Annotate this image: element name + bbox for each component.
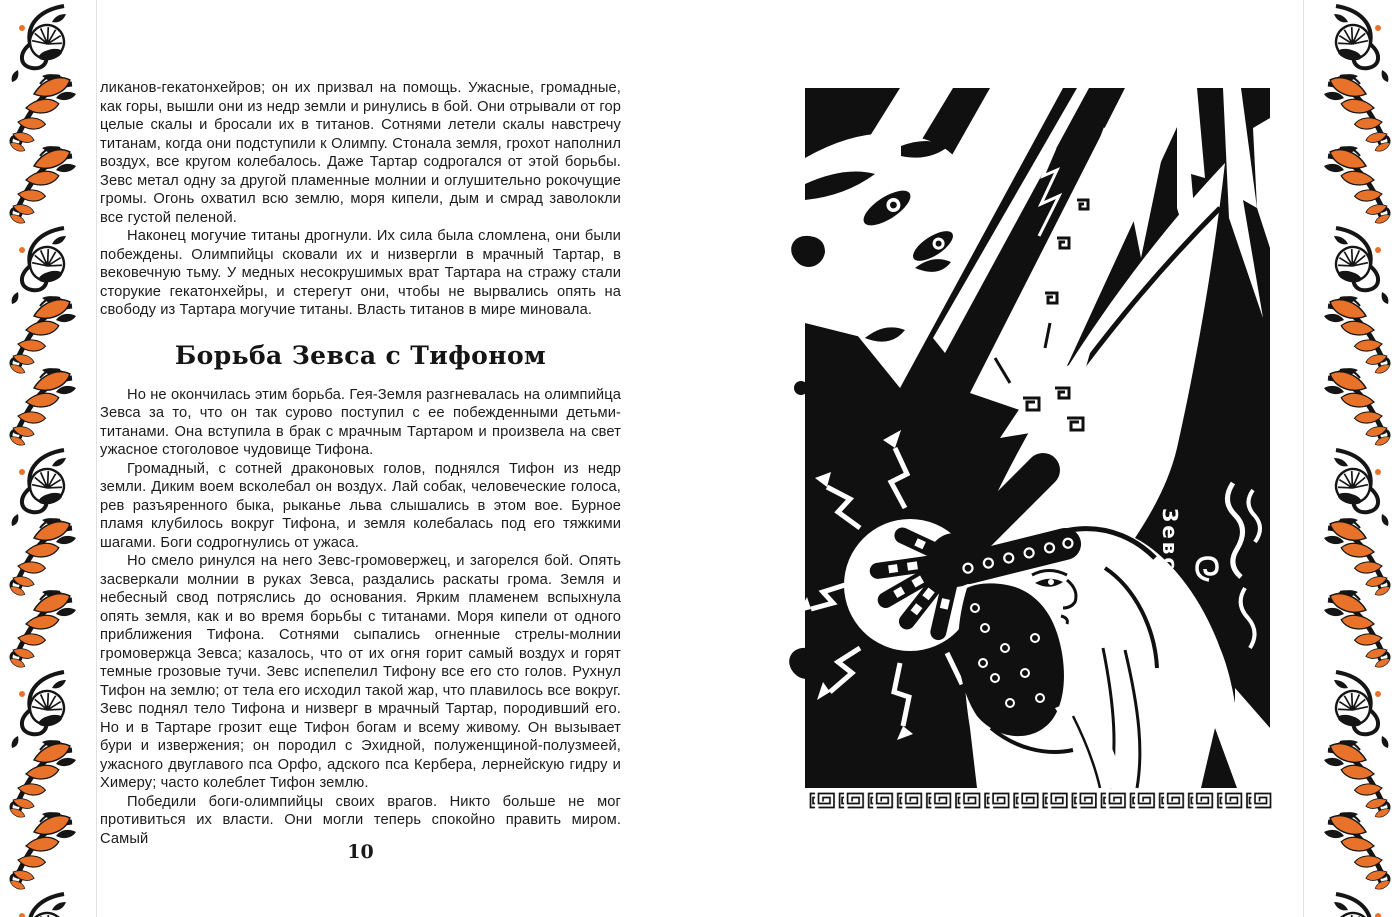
left-ornament-border: [0, 0, 80, 917]
body-paragraph: Победили боги-олимпийцы своих врагов. Никто больше не мог противиться их власти. Они могли теперь спокойно править миром. Самый: [100, 793, 621, 847]
body-paragraph: Но не окончилась этим борьба. Гея-Земля разгневалась на олимпийца Зевса за то, что он так сурово поступил с ее побежденными детьми-титанами. Она вступила в брак с мрачным Тартаром и произвела на свет ужасное стоголовое чудовище Тифона.: [100, 386, 621, 458]
left-page-text-column: [100, 79, 621, 848]
body-paragraph: ликанов-гекатонхейров; он их призвал на помощь. Ужасные, громадные, как горы, вышли они из недр земли и ринулись в бой. Они отрывали от гор целые скалы и бросали их в титанов. Сотнями летели скалы навстречу титанам, когда они подступили к Олимпу. Стонала земля, грохот наполнил воздух, все кругом колебалось. Даже Тартар содрогался от этой борьбы. Зевс метал одну за другой пламенные молнии и оглушительно рокочущие громы. Огонь охватил всю землю, моря кипели, дым и смрад заволокли все густой пеленой.: [100, 80, 621, 226]
body-paragraph: Громадный, с сотней драконовых голов, поднялся Тифон из недр земли. Диким воем всколебал он воздух. Лай собак, человеческие голоса, рев разъяренного быка, рыканье льва слышались в этом вое. Бурное пламя клубилось вокруг Тифона, и земля колебалась под его тяжкими шагами. Боги содрогнулись от ужаса.: [100, 460, 621, 551]
zeus-illustration: [805, 88, 1270, 815]
zeus-label: Зевс: [1158, 508, 1182, 573]
right-ornament-border: [1320, 0, 1400, 917]
body-paragraph: Но смело ринулся на него Зевс-громовержец, и загорелся бой. Опять засверкали молнии в руках Зевса, раздались раскаты грома. Земля и небесный свод потряслись до основания. Ярким пламенем вспыхнула опять земля, как и во время борьбы с титанами. Моря кипели от одного приближения Тифона. Сотнями сыпались огненные стрелы-молнии громовержца Зевса; казалось, что от их огня горит самый воздух и горят темные грозовые тучи. Зевс испепелил Тифону все его сто голов. Рухнул Тифон на землю; от тела его исходил такой жар, что плавилось все вокруг. Зевс поднял тело Тифона и низверг в мрачный Тартар, породивший его. Но и в Тартаре грозит еще Тифон богам и всему живому. Он вызывает бури и извержения; он породил с Эхидной, полуженщиной-полузмеей, ужасного двуглавого пса Орфо, адского пса Кербера, лернейскую гидру и Химеру; часто колеблет Тифон землю.: [100, 553, 621, 791]
section-heading: Борьба Зевса с Тифоном: [174, 340, 547, 370]
meander-border: [805, 790, 1272, 815]
page-number: 10: [347, 841, 374, 863]
body-paragraph: Наконец могучие титаны дрогнули. Их сила была сломлена, они были побеждены. Олимпийцы сковали их и низвергли в мрачный Тартар, в вековечную тьму. У медных несокрушимых врат Тартара на стражу стали сторукие гекатонхейры, и стерегут они, чтобы не вырвались опять на свободу из Тартара могучие титаны. Власть титанов в мире миновала.: [100, 228, 621, 318]
page-edge-line-right: [1303, 0, 1304, 917]
page-edge-line-left: [96, 0, 97, 917]
